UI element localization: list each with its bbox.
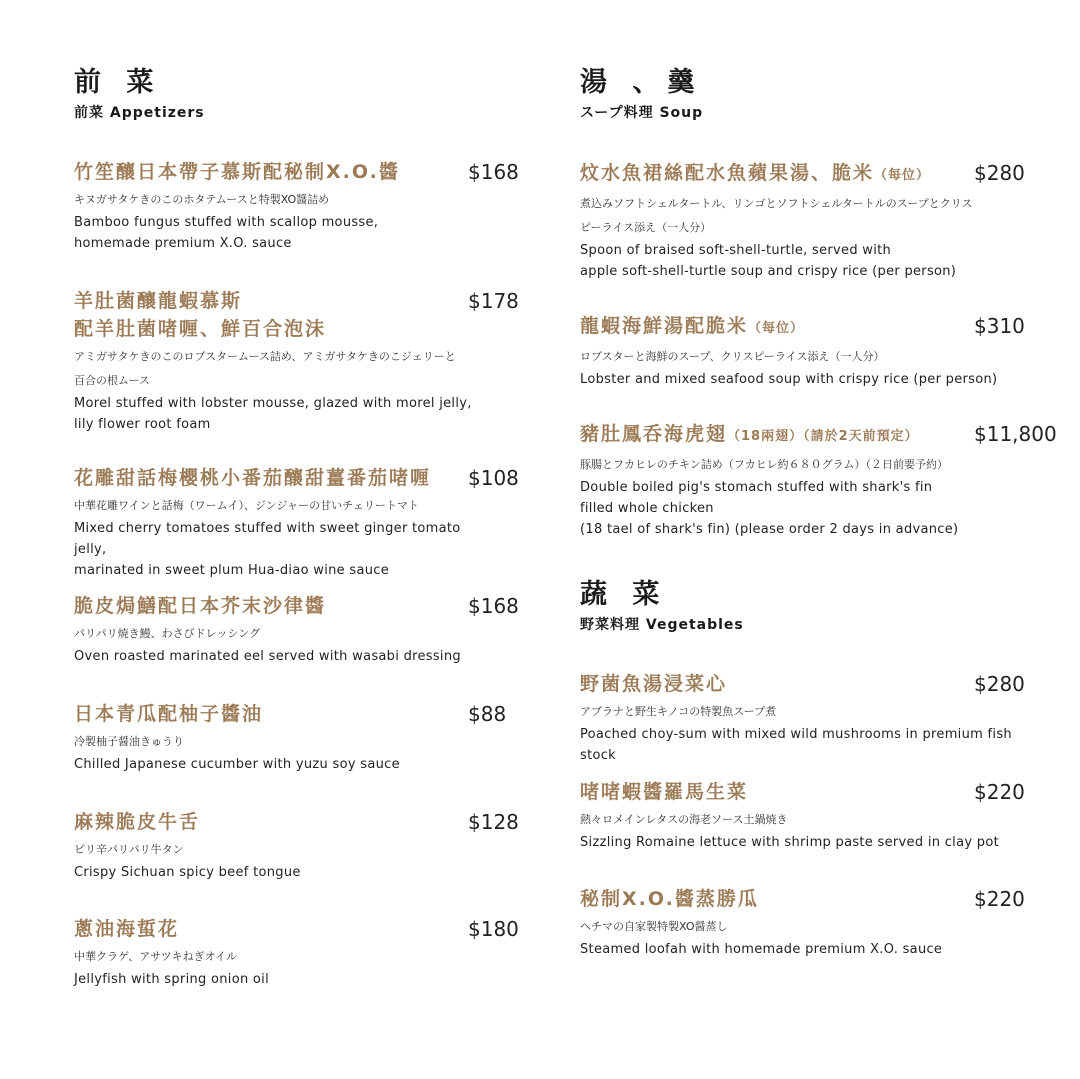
- item-english: Jellyfish with spring onion oil: [74, 972, 270, 987]
- item-price: $168: [468, 160, 519, 184]
- item-japanese: ピーライス添え（一人分）: [580, 221, 712, 234]
- item-price: $280: [974, 161, 1025, 185]
- item-english: Bamboo fungus stuffed with scallop mousse,: [74, 215, 379, 230]
- item-price: $88: [468, 702, 507, 726]
- item-japanese: 煮込みソフトシェルタートル、リンゴとソフトシェルタートルのスープとクリス: [580, 197, 973, 210]
- item-english: Poached choy-sum with mixed wild mushrooms in premium fish stock: [580, 727, 1012, 763]
- menu-item: [74, 808, 519, 883]
- menu-item: [580, 885, 1040, 960]
- item-english: Steamed loofah with homemade premium X.O. sauce: [580, 942, 943, 957]
- menu-item: [74, 592, 519, 667]
- item-english: Lobster and mixed seafood soup with crispy rice (per person): [580, 372, 998, 387]
- item-name: 脆皮焗鱔配日本芥末沙律醬: [74, 595, 327, 617]
- item-name: 花雕甜話梅櫻桃小番茄釀甜薑番茄啫喱: [74, 467, 432, 489]
- section-subtitle: 野菜料理 Vegetables: [580, 617, 744, 633]
- item-japanese: 熱々ロメインレタスの海老ソース土鍋焼き: [580, 813, 788, 826]
- item-name: 日本青瓜配柚子醬油: [74, 703, 264, 725]
- item-english: Chilled Japanese cucumber with yuzu soy sauce: [74, 757, 400, 772]
- section-subtitle: スープ料理 Soup: [580, 105, 704, 121]
- item-english: Mixed cherry tomatoes stuffed with sweet ginger tomato jelly,: [74, 521, 461, 557]
- item-price: $178: [468, 289, 519, 313]
- item-name-text: 豬肚鳳呑海虎翅: [580, 423, 728, 445]
- section-title: 湯 、羹: [580, 67, 703, 98]
- item-name: 羊肚菌釀龍蝦慕斯: [74, 290, 243, 312]
- item-japanese: キヌガサタケきのこのホタテムースと特製XO醬詰め: [74, 193, 330, 206]
- item-english: apple soft-shell-turtle soup and crispy rice (per person): [580, 264, 957, 279]
- item-japanese: 中華クラゲ、アサツキねぎオイル: [74, 950, 238, 963]
- menu-item: [580, 312, 1025, 390]
- item-english: homemade premium X.O. sauce: [74, 236, 292, 251]
- menu-item: [74, 287, 519, 435]
- item-english: Morel stuffed with lobster mousse, glazed with morel jelly,: [74, 396, 472, 411]
- item-name-text: 龍蝦海鮮湯配脆米: [580, 315, 749, 337]
- item-name: [580, 420, 965, 451]
- item-english: lily flower root foam: [74, 417, 211, 432]
- item-english: Double boiled pig's stomach stuffed with shark's fin: [580, 480, 933, 495]
- item-english: filled whole chicken: [580, 501, 714, 516]
- item-price: $220: [974, 887, 1025, 911]
- item-english: (18 tael of shark's fin) (please order 2 days in advance): [580, 522, 959, 537]
- item-japanese: 冷製柚子醤油きゅうり: [74, 735, 184, 748]
- item-price: $128: [468, 810, 519, 834]
- menu-item: [74, 700, 507, 775]
- item-japanese: ピリ辛パリパリ牛タン: [74, 843, 184, 856]
- item-japanese: パリパリ焼き鰻、わさびドレッシング: [74, 627, 261, 640]
- section-title: 蔬 菜: [580, 579, 668, 610]
- item-name: [580, 159, 965, 190]
- soup-vegetables-column: [580, 66, 1060, 957]
- item-name-text: 炆水魚裙絲配水魚蘋果湯、脆米: [580, 162, 875, 184]
- menu-item: [580, 159, 1025, 282]
- section-subtitle: 前菜 Appetizers: [74, 105, 205, 121]
- item-english: Spoon of braised soft-shell-turtle, served with: [580, 243, 892, 258]
- item-note: （18兩翅）（請於2天前預定）: [727, 429, 919, 444]
- item-name: 啫啫蝦醬羅馬生菜: [580, 781, 749, 803]
- item-japanese: アブラナと野生キノコの特製魚スープ煮: [580, 705, 777, 718]
- section-title: 前 菜: [74, 67, 162, 98]
- item-japanese: 豚腸とフカヒレのチキン詰め（フカヒレ約６８０グラム）（２日前要予約）: [580, 458, 949, 471]
- item-note: （每位）: [748, 321, 805, 336]
- item-name: 竹笙釀日本帶子慕斯配秘制X.O.醬: [74, 161, 400, 183]
- item-price: $168: [468, 594, 519, 618]
- appetizers-column: [74, 66, 524, 987]
- item-name: 秘制X.O.醬蒸勝瓜: [580, 888, 759, 910]
- menu-item: [580, 778, 1040, 853]
- item-japanese: 百合の根ムース: [74, 374, 150, 387]
- menu-item: [580, 420, 1057, 540]
- item-name: [580, 312, 965, 343]
- item-japanese: ヘチマの自家製特製XO醤蒸し: [580, 920, 728, 933]
- menu-item: [74, 158, 519, 254]
- item-japanese: 中華花雕ワインと話梅（ワームイ）、ジンジャーの甘いチェリートマト: [74, 499, 419, 512]
- item-name: 配羊肚菌啫喱、鮮百合泡沫: [74, 318, 327, 340]
- item-japanese: アミガサタケきのこのロブスタームース詰め、アミガサタケきのこジェリーと: [74, 350, 456, 363]
- item-price: $280: [974, 672, 1025, 696]
- menu-item: [74, 464, 519, 581]
- item-english: Sizzling Romaine lettuce with shrimp paste served in clay pot: [580, 835, 999, 850]
- item-note: （每位）: [874, 168, 931, 183]
- item-japanese: ロブスターと海鮮のスープ、クリスピーライス添え（一人分）: [580, 350, 885, 363]
- menu-item: [74, 915, 519, 990]
- item-price: $11,800: [974, 422, 1057, 446]
- item-english: marinated in sweet plum Hua-diao wine sauce: [74, 563, 390, 578]
- item-price: $310: [974, 314, 1025, 338]
- item-price: $180: [468, 917, 519, 941]
- vegetables-section: [580, 578, 744, 636]
- menu-item: [580, 670, 1040, 766]
- item-price: $220: [974, 780, 1025, 804]
- item-name: 麻辣脆皮牛舌: [74, 811, 201, 833]
- item-english: Crispy Sichuan spicy beef tongue: [74, 865, 301, 880]
- item-english: Oven roasted marinated eel served with wasabi dressing: [74, 649, 461, 664]
- item-name: 野菌魚湯浸菜心: [580, 673, 728, 695]
- item-price: $108: [468, 466, 519, 490]
- item-name: 蔥油海蜇花: [74, 918, 180, 940]
